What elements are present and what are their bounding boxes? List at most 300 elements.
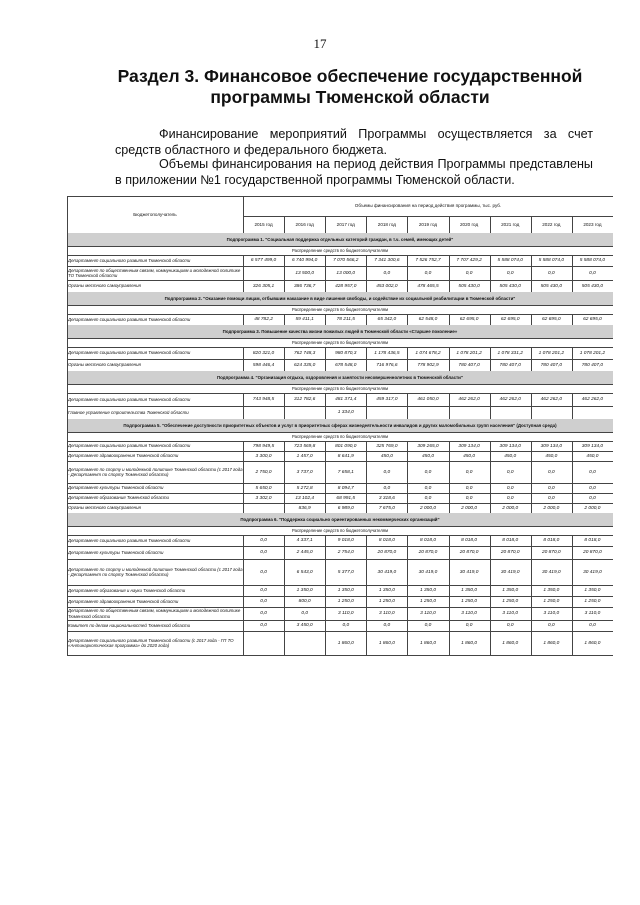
value-cell: 478 465,5	[417, 283, 439, 289]
table-rule	[366, 535, 367, 546]
value-cell: 309 134,0	[581, 443, 604, 449]
value-cell: 13 500,0	[295, 270, 314, 276]
value-cell: 0,0	[424, 485, 432, 491]
value-cell: 30 419,0	[459, 569, 479, 575]
table-rule	[67, 325, 68, 338]
value-cell: 778 902,9	[417, 362, 439, 368]
table-rule	[366, 607, 367, 620]
value-cell: 309 134,0	[499, 443, 521, 449]
recipient-name: Департамент по спорту и молодежной политике Тюменской области (с 2017 года - Департамент по спорту Тюменской области)	[68, 566, 243, 577]
table-rule	[67, 196, 68, 233]
recipient-name: Департамент социального развития Тюменской области (с 2017 года - ГП ТО «Антинаркотическая программа» до 2020 года)	[68, 637, 234, 648]
value-cell: 800,0	[298, 599, 311, 604]
table-rule	[407, 631, 408, 655]
table-rule	[67, 255, 68, 266]
table-rule	[407, 216, 408, 233]
value-cell: 3 110,0	[543, 611, 560, 616]
value-cell: 20 870,0	[583, 550, 602, 555]
value-cell: 0,0	[547, 469, 555, 475]
value-cell: 3 300,0	[255, 453, 272, 459]
table-rule	[490, 559, 491, 585]
value-cell: 2 000,0	[502, 505, 519, 511]
value-cell: 1 250,0	[584, 599, 601, 604]
table-rule	[572, 461, 573, 483]
table-rule	[490, 314, 491, 325]
value-cell: 3 110,0	[337, 611, 354, 616]
value-cell: 716 976,6	[376, 362, 398, 368]
table-rule	[490, 483, 491, 493]
table-rule	[67, 631, 68, 655]
value-cell: 0,0	[260, 588, 267, 593]
value-cell: 0,0	[383, 270, 391, 276]
value-cell: 780 407,0	[540, 362, 562, 368]
table-rule	[366, 585, 367, 596]
table-rule	[490, 503, 491, 513]
table-rule	[449, 280, 450, 292]
value-cell: 8 094,7	[337, 485, 354, 491]
table-rule	[407, 483, 408, 493]
table-rule	[284, 559, 285, 585]
value-cell: 0,0	[424, 623, 432, 628]
table-rule	[531, 535, 532, 546]
value-cell: 0,0	[506, 469, 514, 475]
value-cell: 462 262,0	[540, 397, 562, 402]
table-rule	[284, 393, 285, 406]
value-cell: 7 526 752,7	[415, 258, 441, 263]
table-rule	[243, 585, 244, 596]
table-rule	[67, 359, 68, 371]
table-rule	[490, 546, 491, 559]
value-cell: 1 350,0	[543, 588, 560, 593]
table-rule	[366, 493, 367, 503]
table-rule	[67, 526, 68, 535]
table-rule	[284, 596, 285, 607]
value-cell: 505 430,0	[458, 283, 480, 289]
table-rule	[67, 535, 68, 546]
value-cell: 1 078 331,2	[497, 350, 523, 356]
recipient-name: Департамент социального развития Тюменской области	[68, 537, 191, 543]
value-cell: 1 350,0	[584, 588, 601, 593]
value-cell: 0,0	[465, 270, 473, 276]
table-rule	[366, 441, 367, 451]
table-rule	[67, 493, 68, 503]
table-rule	[67, 347, 68, 359]
value-cell: 386 736,7	[293, 283, 316, 289]
value-cell: 1 350,0	[419, 588, 436, 593]
value-cell	[449, 406, 490, 419]
recipient-name: Департамент культуры Тюменской области	[68, 549, 164, 555]
value-cell: 1 074 678,2	[415, 350, 441, 356]
table-rule	[572, 585, 573, 596]
value-cell: 1 350,0	[502, 588, 519, 593]
table-rule	[284, 314, 285, 325]
table-rule	[366, 266, 367, 280]
value-cell: 2 754,0	[337, 550, 354, 555]
table-rule	[67, 441, 68, 451]
value-cell: 0,0	[260, 599, 267, 604]
table-rule	[449, 607, 450, 620]
table-rule	[243, 559, 244, 585]
value-cell: 3 110,0	[584, 611, 601, 616]
value-cell: 0,0	[424, 495, 432, 501]
table-rule	[366, 359, 367, 371]
table-rule	[67, 620, 68, 631]
value-cell: 5 588 074,0	[538, 258, 564, 263]
table-rule	[284, 585, 285, 596]
table-rule	[449, 631, 450, 655]
table-rule	[449, 620, 450, 631]
value-cell: 1 457,0	[296, 453, 313, 459]
table-rule	[67, 246, 68, 255]
recipient-name: Департамент социального развития Тюменской области	[68, 257, 191, 263]
table-rule	[67, 451, 68, 461]
value-cell: 0,0	[465, 485, 473, 491]
value-cell: 7 658,1	[337, 469, 354, 475]
table-rule	[572, 441, 573, 451]
table-rule	[325, 596, 326, 607]
value-cell: 30 419,0	[500, 569, 520, 575]
table-rule	[407, 255, 408, 266]
value-cell: 453 002,0	[376, 283, 398, 289]
table-rule	[449, 255, 450, 266]
period-header: Объемы финансирования на период действия программы, тыс. руб.	[354, 203, 502, 209]
year-header: 2019 год	[418, 221, 438, 227]
value-cell: 30 419,0	[377, 569, 397, 575]
value-cell: 13 000,0	[336, 270, 356, 276]
value-cell: 678 548,0	[335, 362, 357, 368]
table-rule	[572, 483, 573, 493]
subprogram-title: Подпрограмма 4. "Организация отдыха, оздоровления и занятости несовершеннолетних в Тюменской области"	[217, 375, 463, 380]
table-rule	[284, 406, 285, 419]
table-rule	[449, 393, 450, 406]
table-rule	[449, 535, 450, 546]
value-cell	[572, 406, 613, 419]
table-rule	[490, 255, 491, 266]
recipient-name: Органы местного самоуправления	[68, 362, 141, 368]
table-rule	[67, 585, 68, 596]
value-cell: 1 178 436,5	[374, 350, 400, 356]
table-rule	[243, 406, 244, 419]
distribution-label: Распределение средств по бюджетополучателям	[292, 528, 388, 533]
recipient-name: Органы местного самоуправления	[68, 505, 141, 511]
value-cell	[366, 406, 407, 419]
value-cell	[284, 406, 325, 419]
financing-table	[67, 196, 613, 761]
table-rule	[366, 461, 367, 483]
year-header: 2018 год	[377, 221, 396, 227]
table-rule	[490, 406, 491, 419]
subprogram-title: Подпрограмма 3. Повышение качества жизни пожилых людей в Тюменской области «Старшее поколение»	[222, 329, 458, 334]
table-rule	[366, 620, 367, 631]
table-rule	[243, 631, 244, 655]
value-cell: 1 860,0	[461, 640, 478, 646]
table-rule	[531, 503, 532, 513]
table-rule	[243, 461, 244, 483]
table-rule	[67, 371, 68, 384]
table-rule	[531, 620, 532, 631]
table-rule	[490, 585, 491, 596]
table-rule	[243, 483, 244, 493]
value-cell: 2 000,0	[543, 505, 560, 511]
table-rule	[243, 347, 244, 359]
table-rule	[284, 546, 285, 559]
value-cell: 0,0	[547, 495, 555, 501]
value-cell: 0,0	[383, 623, 391, 628]
table-rule	[407, 620, 408, 631]
table-rule	[67, 280, 68, 292]
table-rule	[531, 559, 532, 585]
table-rule	[243, 607, 244, 620]
value-cell: 0,0	[506, 495, 514, 501]
value-cell: 5 650,0	[255, 485, 272, 491]
table-rule	[531, 441, 532, 451]
value-cell: 1 860,0	[584, 640, 601, 646]
table-rule	[243, 620, 244, 631]
value-cell: 1 334,0	[337, 410, 354, 415]
table-rule	[531, 546, 532, 559]
value-cell: 481 371,4	[335, 397, 357, 402]
value-cell: 62 548,0	[418, 317, 438, 322]
table-rule	[284, 503, 285, 513]
value-cell: 8 641,9	[337, 453, 354, 459]
value-cell: 0,0	[547, 623, 555, 628]
value-cell: 0,0	[589, 469, 596, 475]
value-cell: 980 870,3	[335, 350, 357, 356]
table-rule	[490, 441, 491, 451]
distribution-label: Распределение средств по бюджетополучателям	[292, 386, 388, 391]
value-cell: 0,0	[260, 550, 267, 555]
recipient-name: Департамент культуры Тюменской области	[68, 485, 164, 491]
value-cell: 4 337,1	[296, 538, 313, 543]
value-cell: 0,0	[589, 485, 596, 491]
value-cell: 309 134,0	[458, 443, 480, 449]
distribution-label: Распределение средств по бюджетополучателям	[292, 307, 388, 312]
subprogram-title: Подпрограмма 2. "Оказание помощи лицам, отбывшим наказание в виде лишения свободы, и содействие их социальной реабилитации в Тюменской области"	[164, 296, 516, 301]
value-cell: 450,0	[504, 453, 517, 459]
table-rule	[572, 266, 573, 280]
recipient-name: Главное управление строительства Тюменской области	[68, 409, 189, 415]
table-rule	[243, 280, 244, 292]
table-rule	[572, 546, 573, 559]
table-rule	[572, 559, 573, 585]
table-rule	[572, 216, 573, 233]
table-rule	[325, 559, 326, 585]
value-cell: 780 407,0	[499, 362, 521, 368]
value-cell: 8 018,0	[461, 538, 478, 543]
table-rule	[284, 483, 285, 493]
year-header: 2015 год	[254, 221, 273, 227]
value-cell: 0,0	[589, 495, 596, 501]
value-cell: 1 078 201,2	[579, 350, 606, 356]
table-rule	[531, 493, 532, 503]
table-rule	[407, 503, 408, 513]
value-cell: 62 695,0	[541, 317, 561, 322]
value-cell: 462 262,0	[581, 397, 604, 402]
table-rule	[243, 596, 244, 607]
table-rule	[366, 631, 367, 655]
value-cell: 1 350,0	[461, 588, 478, 593]
value-cell: 1 250,0	[502, 599, 519, 604]
table-rule	[490, 607, 491, 620]
value-cell: 0,0	[465, 495, 473, 501]
value-cell: 2 000,0	[584, 505, 601, 511]
table-rule	[243, 314, 244, 325]
table-rule	[67, 483, 68, 493]
table-rule	[67, 546, 68, 559]
value-cell: 0,0	[424, 469, 432, 475]
value-cell: 450,0	[380, 453, 393, 459]
table-rule	[366, 255, 367, 266]
value-cell: 462 262,0	[458, 397, 480, 402]
table-rule	[531, 359, 532, 371]
value-cell: 1 250,0	[337, 599, 354, 604]
value-cell: 3 110,0	[461, 611, 477, 616]
value-cell	[243, 406, 284, 419]
value-cell: 598 446,4	[252, 362, 275, 368]
table-rule	[243, 535, 244, 546]
value-cell: 6 577 499,0	[250, 258, 277, 263]
table-rule	[531, 631, 532, 655]
value-cell: 8 018,0	[419, 538, 436, 543]
value-cell: 2 000,0	[461, 505, 478, 511]
table-rule	[531, 483, 532, 493]
value-cell: 0,0	[589, 270, 596, 276]
table-rule	[325, 314, 326, 325]
value-cell: 6 989,0	[337, 505, 354, 511]
table-rule	[490, 216, 491, 233]
value-cell: 0,0	[383, 485, 391, 491]
table-rule	[67, 266, 68, 280]
value-cell: 743 948,5	[252, 397, 275, 402]
value-cell: 5 377,0	[337, 569, 354, 575]
table-rule	[67, 196, 613, 197]
table-rule	[284, 535, 285, 546]
table-rule	[325, 631, 326, 655]
value-cell: 1 078 201,2	[538, 350, 564, 356]
table-rule	[490, 461, 491, 483]
value-cell: 326 305,1	[252, 283, 275, 289]
value-cell: 13 102,4	[295, 495, 314, 501]
value-cell: 723 569,8	[293, 443, 316, 449]
value-cell	[284, 631, 325, 655]
table-rule	[407, 535, 408, 546]
table-rule	[284, 607, 285, 620]
table-rule	[284, 461, 285, 483]
paragraph-financing-volume: Объемы финансирования на период действия Программы представлены в приложении №1 государственной программы Тюменской области.	[115, 157, 593, 187]
table-rule	[325, 255, 326, 266]
table-rule	[366, 503, 367, 513]
table-rule	[284, 255, 285, 266]
table-rule	[572, 406, 573, 419]
table-rule	[366, 393, 367, 406]
value-cell	[243, 631, 284, 655]
value-cell: 0,0	[465, 469, 473, 475]
table-rule	[407, 493, 408, 503]
table-rule	[366, 483, 367, 493]
value-cell: 62 695,0	[583, 317, 602, 322]
table-rule	[243, 393, 244, 406]
table-rule	[407, 596, 408, 607]
value-cell: 2 000,0	[419, 505, 436, 511]
value-cell: 5 588 074,0	[579, 258, 606, 263]
value-cell: 20 870,0	[541, 550, 561, 555]
table-rule	[531, 314, 532, 325]
table-rule	[67, 305, 68, 314]
value-cell: 2 750,0	[255, 469, 272, 475]
value-cell: 1 350,0	[296, 588, 313, 593]
table-rule	[407, 280, 408, 292]
value-cell: 1 860,0	[502, 640, 519, 646]
table-rule	[531, 585, 532, 596]
table-rule	[67, 461, 68, 483]
value-cell: 309 134,0	[540, 443, 562, 449]
table-rule	[531, 266, 532, 280]
value-cell: 3 318,6	[378, 495, 395, 501]
table-rule	[407, 406, 408, 419]
value-cell: 62 695,0	[459, 317, 479, 322]
table-rule	[325, 607, 326, 620]
recipient-name: Департамент социального развития Тюменской области	[68, 316, 191, 322]
value-cell: 3 450,0	[296, 623, 313, 628]
value-cell: 3 110,0	[502, 611, 519, 616]
table-rule	[243, 546, 244, 559]
table-rule	[407, 441, 408, 451]
table-rule	[325, 451, 326, 461]
value-cell: 68 991,5	[336, 495, 356, 501]
table-rule	[366, 347, 367, 359]
value-cell: 1 078 201,2	[456, 350, 482, 356]
value-cell: 1 860,0	[543, 640, 560, 646]
value-cell: 9 018,0	[337, 538, 354, 543]
recipient-name: Департамент по общественным связям, коммуникациям и молодежной политике ТО Тюменской области	[68, 267, 241, 278]
value-cell: 7 675,0	[378, 505, 395, 511]
table-rule	[531, 596, 532, 607]
table-rule	[407, 393, 408, 406]
table-rule	[325, 493, 326, 503]
page-number: 17	[313, 36, 327, 51]
table-rule	[67, 338, 68, 347]
value-cell: 624 335,0	[293, 362, 316, 368]
table-rule	[449, 546, 450, 559]
table-rule	[531, 461, 532, 483]
value-cell: 312 782,6	[293, 397, 316, 402]
value-cell: 0,0	[506, 270, 514, 276]
value-cell	[243, 503, 284, 513]
table-rule	[572, 280, 573, 292]
table-rule	[243, 503, 244, 513]
value-cell	[490, 406, 531, 419]
table-rule	[407, 559, 408, 585]
value-cell: 836,9	[298, 505, 311, 511]
table-rule	[243, 255, 244, 266]
table-rule	[449, 406, 450, 419]
value-cell: 20 870,0	[459, 550, 479, 555]
value-cell: 0,0	[260, 623, 267, 628]
table-rule	[284, 631, 285, 655]
table-rule	[243, 196, 244, 233]
table-rule	[366, 596, 367, 607]
value-cell: 801 090,0	[335, 443, 357, 449]
value-cell: 1 250,0	[461, 599, 478, 604]
paragraph-financing-source: Финансирование мероприятий Программы осуществляется за счет средств областного и федерального бюджета.	[115, 127, 593, 157]
value-cell: 7 707 429,2	[456, 258, 482, 263]
table-rule	[284, 620, 285, 631]
table-rule	[490, 393, 491, 406]
table-rule	[366, 280, 367, 292]
table-rule	[572, 347, 573, 359]
table-rule	[366, 451, 367, 461]
table-rule	[531, 347, 532, 359]
